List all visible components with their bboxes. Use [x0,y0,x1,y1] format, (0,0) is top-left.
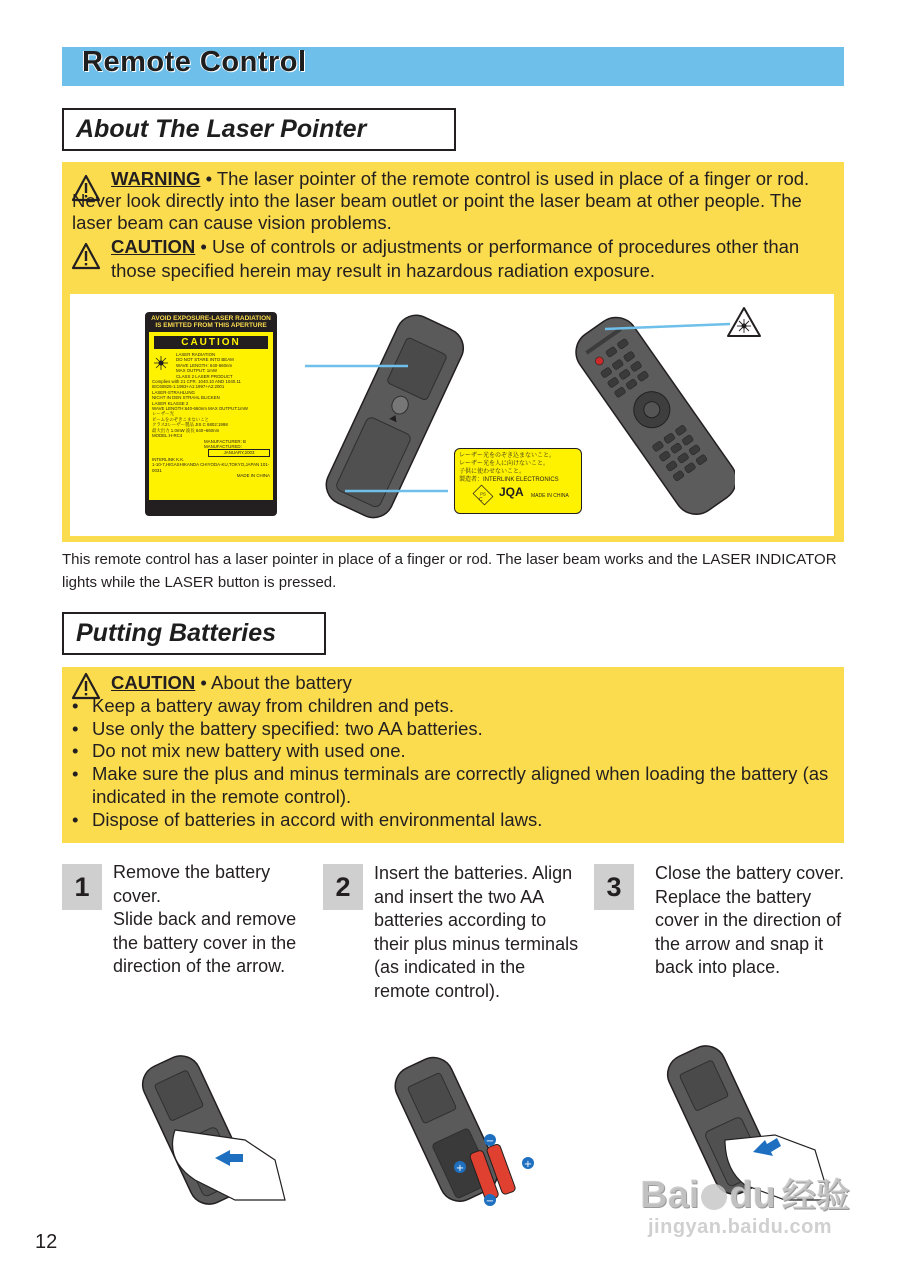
sticker-company: INTERLINK K.K. [152,456,185,462]
page-number: 12 [35,1231,58,1253]
svg-text:−: − [485,1196,495,1207]
step-1-illustration [135,1050,305,1210]
battery-caution-header [72,672,832,695]
watermark-cn: 经验 [781,1177,850,1215]
section-heading-batteries [62,612,326,655]
battery-caution-text [72,672,832,832]
caution-text-block [111,235,836,283]
sticker-address: 1-10-7,HIGASHIKANDA CHIYODA-KU,TOKYO,JAPAN 101-0031 [152,462,270,473]
jp-line: 子供に使わせないこと。 [459,469,526,475]
sticker-line: LASER RADIATION [176,352,216,357]
japanese-warning-label [454,448,582,514]
baidu-watermark [640,1168,850,1217]
laser-illustration [70,294,834,536]
remote-front-illustration [575,309,735,524]
sticker-line: NICHT IN DEN STRAHL BLICKEN [152,395,220,401]
laser-starburst-icon [154,356,168,370]
step-3-number: 3 [594,864,634,910]
step-1-text: Remove the battery cover. Slide back and remove the battery cover in the direction of the arrow. [113,862,297,977]
svg-text:−: − [485,1136,495,1147]
caution-label: CAUTION [111,672,196,693]
jp-line: レーザー光をのぞき込まないこと。 [459,453,556,459]
manufacturer-code: B [243,438,246,444]
sticker-line: LASER-STRAHLUNG [152,389,195,395]
list-item: • Use only the battery specified: two AA batteries. [72,718,832,741]
sticker-line: レーザー光 [152,411,174,417]
svg-text:+: + [455,1163,465,1174]
step-1-number: 1 [62,864,102,910]
laser-caption: This remote control has a laser pointer in place of a finger or rod. The laser beam works and the LASER INDICATOR lights while the LASER button is pressed. [62,551,837,591]
sticker-line: ビームをのぞきこまないこと [152,416,209,422]
sticker-line: LASER KLASSE 2 [152,400,189,406]
sticker-line: MAX OUTPUT: 1mW [176,368,217,374]
caution-text: • Use of controls or adjustments or performance of procedures other than those specified herein may result in hazardous radiation exposure. [111,236,800,281]
sticker-line: 最大出力 1.0mW 波長 640~660nm [152,427,220,433]
sticker-line: WAVE LENGTH:640-660nm MAX OUTPUT:1mW [152,406,248,412]
page-title: Remote Control [82,46,307,78]
list-item: • Make sure the plus and minus terminals are correctly aligned when loading the battery (as indicated in the remote control). [72,763,832,809]
caution-sticker [145,312,277,516]
laser-hazard-icon [726,306,762,338]
sticker-date: JANUARY,2003 [208,449,270,456]
sticker-line: CLASS 2 LASER PRODUCT [176,373,233,379]
battery-bullet-list [72,695,832,832]
watermark-brand-left: Bai [640,1174,700,1216]
list-item: • Do not mix new battery with used one. [72,740,832,763]
sticker-line: Complies with 21 CFR. 1040.10 AND 1040.11 [152,379,241,385]
warning-label: WARNING [111,168,201,189]
pse-mark [473,485,494,506]
watermark-url: jingyan.baidu.com [648,1216,833,1238]
list-item: • Dispose of batteries in accord with environmental laws. [72,809,832,832]
caution-sticker-header: AVOID EXPOSURE-LASER RADIATION IS EMITTED FROM THIS APERTURE [151,315,271,329]
paw-icon [701,1184,727,1210]
caution-intro: • About the battery [200,672,352,693]
sticker-line: IEC60825-1:1993+A1:1997+A2:2001 [152,384,225,390]
caution-sticker-title: CAUTION [154,336,268,349]
warning-text-block [72,168,837,234]
sticker-made-in: MADE IN CHINA [236,472,270,478]
caution-sticker-body [149,332,273,500]
svg-text:+: + [523,1159,533,1170]
warning-text: • The laser pointer of the remote control is used in place of a finger or rod. Never look directly into the laser beam outlet or point the laser beam at other people. The laser beam can cause vision problems. [72,168,810,233]
pse-c: C [479,497,483,503]
sticker-manufactured-label: MANUFACTURED: [204,443,242,449]
jp-line: 製造者：INTERLINK ELECTRONICS [459,477,559,483]
step-3-text: Close the battery cover. Replace the battery cover in the direction of the arrow and snap it back into place. [655,863,845,978]
sticker-line: MODEL:H-RC4 [152,433,183,439]
sticker-line: WAVE LENGTH: 640-660nm [176,362,233,368]
step-2-text: Insert the batteries. Align and insert the two AA batteries according to their plus minus terminals (as indicated in the remote control). [374,863,579,1001]
sticker-line: DO NOT STARE INTO BEAM [176,357,234,363]
section-heading-laser-pointer [62,108,456,151]
list-item: • Keep a battery away from children and pets. [72,695,832,718]
sticker-line: クラス2レーザー製品 JIS C 6802:1998 [152,422,228,428]
watermark-brand-right: du [729,1174,776,1216]
section-heading-text: Putting Batteries [76,619,277,647]
pse-mark-text: PS [480,492,486,498]
manufacturer-text: MANUFACTURER: [204,438,242,444]
step-2-number: 2 [323,864,363,910]
section-heading-text: About The Laser Pointer [76,115,367,143]
jp-made-in: MADE IN CHINA [531,493,569,499]
jp-line: レーザー光を人に向けないこと。 [459,461,550,467]
step-2-illustration [390,1055,550,1210]
caution-label: CAUTION [111,236,196,257]
jqa-logo: JQA [499,485,524,499]
caution-triangle-icon [71,242,101,270]
